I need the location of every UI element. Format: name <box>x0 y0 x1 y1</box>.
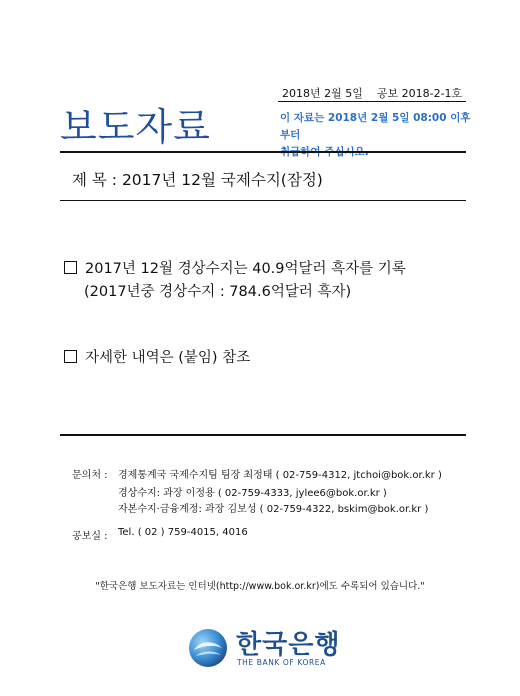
bank-name-korean: 한국은행 <box>236 630 341 660</box>
bank-name-english: THE BANK OF KOREA <box>237 658 326 667</box>
pr-label: 공보실 : <box>72 531 108 542</box>
header-rule <box>60 151 466 153</box>
bullet-sub-1: (2017년중 경상수지 : 784.6억달러 흑자) <box>84 284 352 300</box>
contact-line-3: 자본수지·금융계정: 과장 김보성 ( 02-759-4322, bskim@bok.or.kr ) <box>118 504 429 515</box>
footer-note: "한국은행 보도자료는 인터넷(http://www.bok.or.kr)에도 수록되어 있습니다." <box>95 581 425 592</box>
bank-logo <box>188 622 358 678</box>
checkbox-square-icon <box>64 350 77 363</box>
body-rule <box>60 434 466 436</box>
bulletin-number: 공보 2018-2-1호 <box>376 87 463 100</box>
bullet-text-2: 자세한 내역은 (붙임) 참조 <box>85 350 251 366</box>
date-underline <box>278 101 466 102</box>
contact-label: 문의처 : <box>72 470 108 481</box>
embargo-notice <box>280 110 480 161</box>
contact-line-1: 경제통계국 국제수지팀 팀장 최정태 ( 02-759-4312, jtchoi@bok.or.kr ) <box>118 470 442 481</box>
release-date: 2018년 2월 5일 <box>282 87 363 100</box>
checkbox-square-icon <box>64 261 77 274</box>
bullet-item-2 <box>64 346 250 367</box>
bullet-text-1: 2017년 12월 경상수지는 40.9억달러 흑자를 기록 <box>85 261 406 277</box>
bank-emblem-icon <box>188 628 228 668</box>
bullet-item-1 <box>64 257 406 278</box>
document-title: 보도자료 <box>60 105 211 149</box>
release-date-line <box>282 85 462 101</box>
subject-line: 제 목 : 2017년 12월 국제수지(잠정) <box>72 171 323 189</box>
contact-line-2: 경상수지: 과장 이정용 ( 02-759-4333, jylee6@bok.or.kr ) <box>118 488 387 499</box>
pr-telephone: Tel. ( 02 ) 759-4015, 4016 <box>118 527 248 538</box>
embargo-line-1: 이 자료는 2018년 2월 5일 08:00 이후부터 <box>280 112 471 141</box>
subject-rule <box>60 200 466 201</box>
